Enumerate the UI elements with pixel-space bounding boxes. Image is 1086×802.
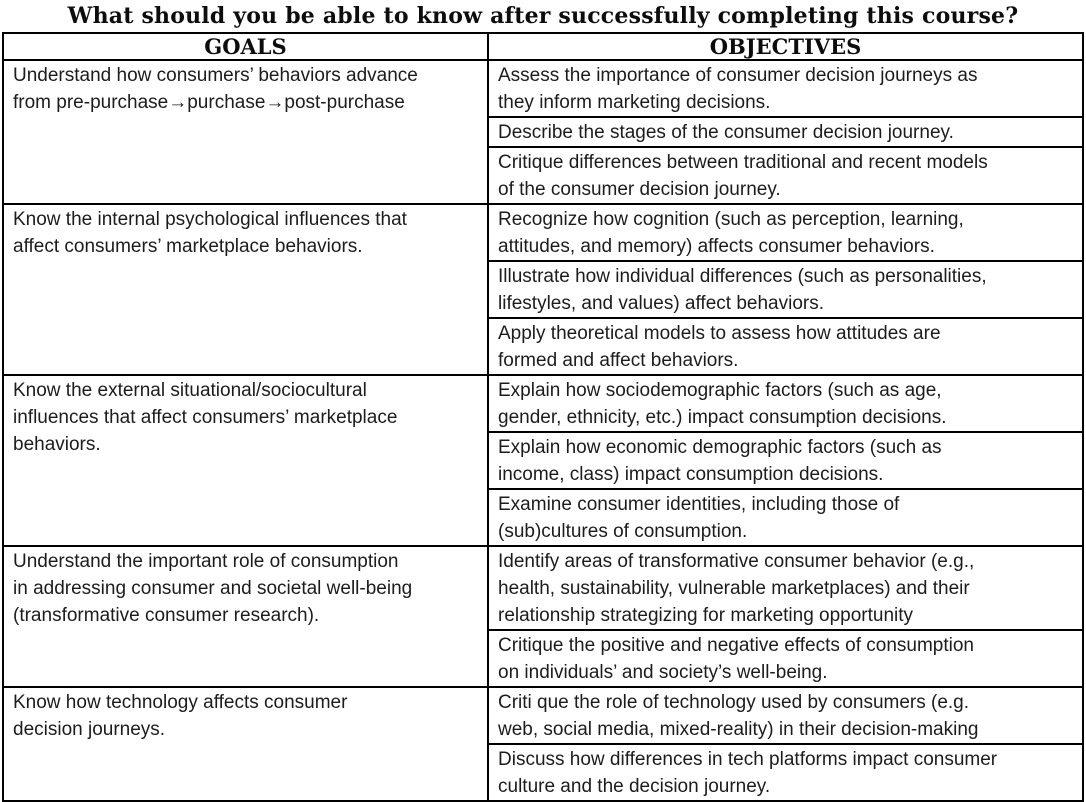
goal-cell-1: Understand how consumers’ behaviors advance from pre-purchase→purchase→post-purchase: [3, 60, 488, 204]
objective-cell-3-1: Explain how sociodemographic factors (such as age, gender, ethnicity, etc.) impact consumption decisions.: [488, 375, 1083, 432]
goal-cell-4: Understand the important role of consumption in addressing consumer and societal well-being (transformative consumer research).: [3, 546, 488, 687]
goal-cell-2: Know the internal psychological influences that affect consumers’ marketplace behaviors.: [3, 204, 488, 375]
objective-cell-5-2: Discuss how differences in tech platforms impact consumer culture and the decision journey.: [488, 744, 1083, 801]
objectives-column-header: OBJECTIVES: [488, 33, 1083, 60]
objective-cell-3-3: Examine consumer identities, including those of (sub)cultures of consumption.: [488, 489, 1083, 546]
goal-cell-3: Know the external situational/sociocultural influences that affect consumers’ marketplace behaviors.: [3, 375, 488, 546]
table-row: [3, 546, 1083, 630]
goal-cell-5: Know how technology affects consumer decision journeys.: [3, 687, 488, 801]
objective-cell-1-2: Describe the stages of the consumer decision journey.: [488, 117, 1083, 147]
goals-column-header: GOALS: [3, 33, 488, 60]
table-row: [3, 60, 1083, 117]
table-row: [3, 204, 1083, 261]
objective-cell-1-3: Critique differences between traditional and recent models of the consumer decision journey.: [488, 147, 1083, 204]
table-row: [3, 375, 1083, 432]
objective-cell-4-1: Identify areas of transformative consumer behavior (e.g., health, sustainability, vulnerable marketplaces) and their relationship strategizing for marketing opportunity: [488, 546, 1083, 630]
objective-cell-4-2: Critique the positive and negative effects of consumption on individuals’ and society’s well-being.: [488, 630, 1083, 687]
table-row: [3, 687, 1083, 744]
objective-cell-2-2: Illustrate how individual differences (such as personalities, lifestyles, and values) affect behaviors.: [488, 261, 1083, 318]
objective-cell-2-3: Apply theoretical models to assess how attitudes are formed and affect behaviors.: [488, 318, 1083, 375]
objective-cell-5-1: Criti que the role of technology used by consumers (e.g. web, social media, mixed-reality) in their decision-making: [488, 687, 1083, 744]
goals-objectives-table: [2, 32, 1084, 802]
page-title: What should you be able to know after successfully completing this course?: [67, 3, 1019, 29]
header-row: [3, 33, 1083, 60]
objective-cell-2-1: Recognize how cognition (such as perception, learning, attitudes, and memory) affects consumer behaviors.: [488, 204, 1083, 261]
objective-cell-1-1: Assess the importance of consumer decision journeys as they inform marketing decisions.: [488, 60, 1083, 117]
objective-cell-3-2: Explain how economic demographic factors (such as income, class) impact consumption decisions.: [488, 432, 1083, 489]
